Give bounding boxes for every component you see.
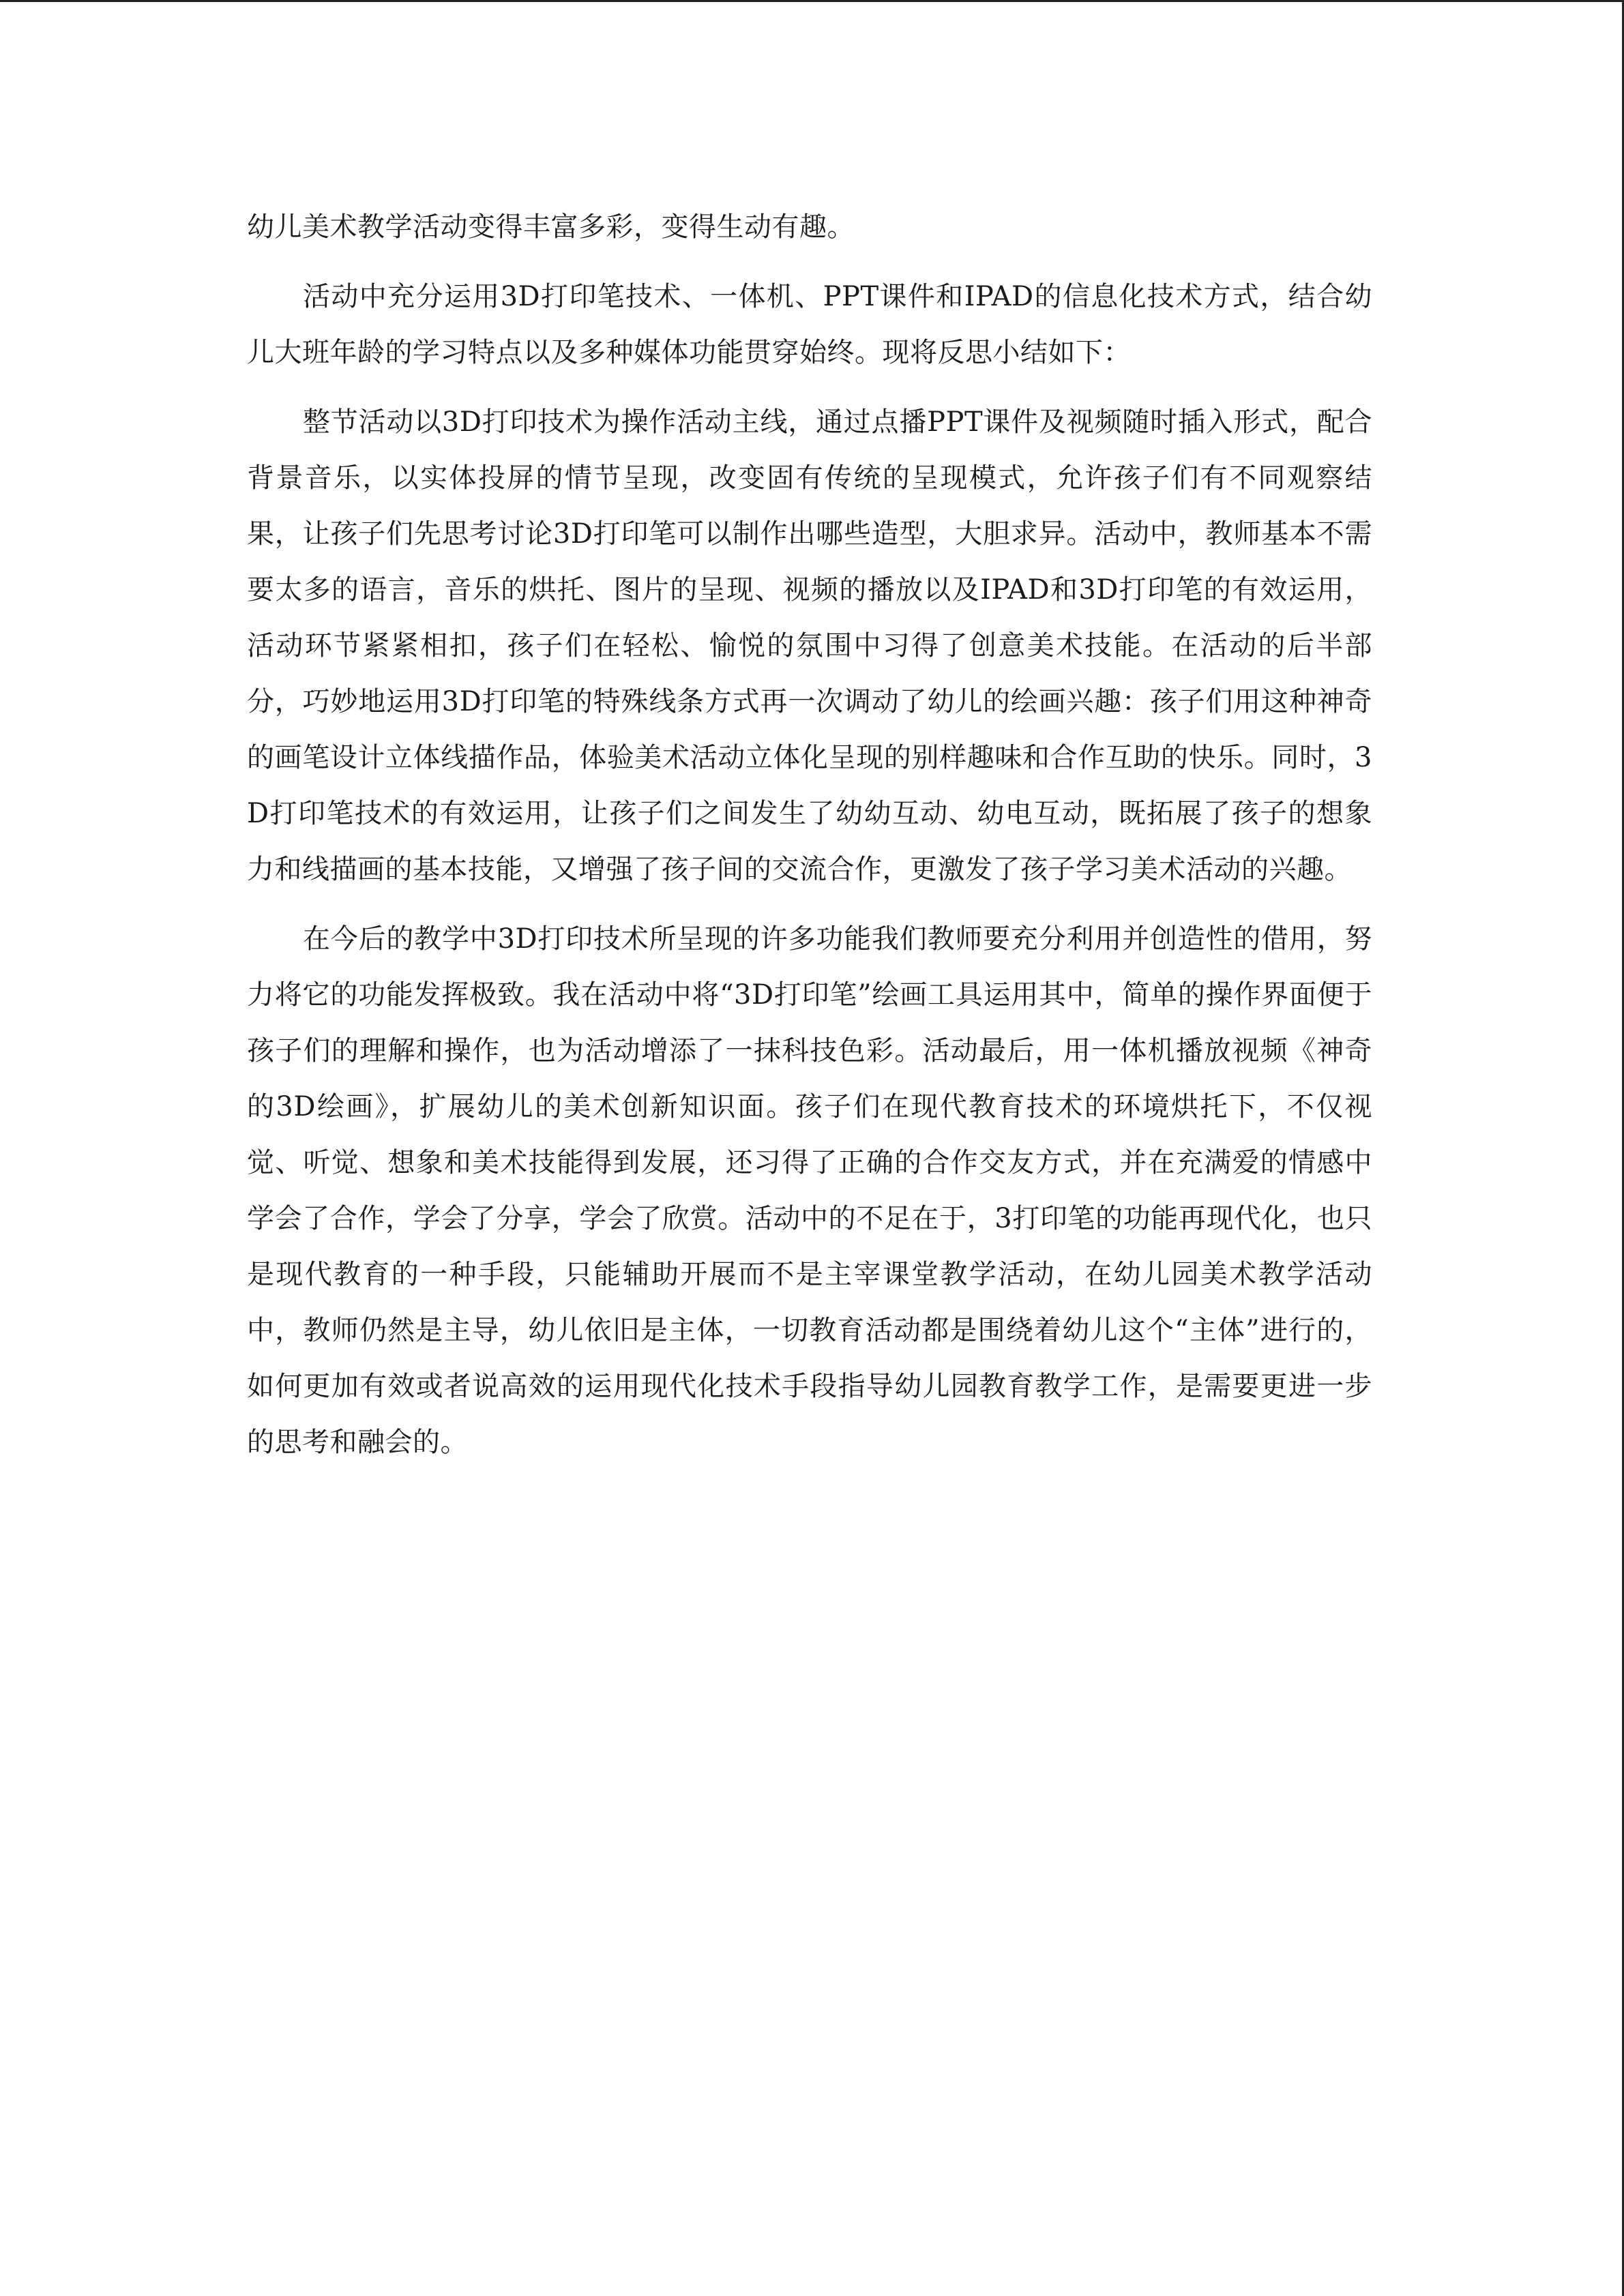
paragraph-tech-overview: 活动中充分运用3D打印笔技术、一体机、PPT课件和IPAD的信息化技术方式，结合幼儿大班年龄的学习特点以及多种媒体功能贯穿始终。现将反思小结如下： [247,281,1372,368]
document-body [247,199,1372,1470]
paragraph-activity-reflection: 整节活动以3D打印技术为操作活动主线，通过点播PPT课件及视频随时插入形式，配合背景音乐，以实体投屏的情节呈现，改变固有传统的呈现模式，允许孩子们有不同观察结果，让孩子们先思考讨论3D打印笔可以制作出哪些造型，大胆求异。活动中，教师基本不需要太多的语言，音乐的烘托、图片的呈现、视频的播放以及IPAD和3D打印笔的有效运用，活动环节紧紧相扣，孩子们在轻松、愉悦的氛围中习得了创意美术技能。在活动的后半部分，巧妙地运用3D打印笔的特殊线条方式再一次调动了幼儿的绘画兴趣：孩子们用这种神奇的画笔设计立体线描作品，体验美术活动立体化呈现的别样趣味和合作互助的快乐。同时，3D打印笔技术的有效运用，让孩子们之间发生了幼幼互动、幼电互动，既拓展了孩子的想象力和线描画的基本技能，又增强了孩子间的交流合作，更激发了孩子学习美术活动的兴趣。 [247,406,1372,885]
paragraph-continuation: 幼儿美术教学活动变得丰富多彩，变得生动有趣。 [247,211,855,243]
paragraph-future-teaching: 在今后的教学中3D打印技术所呈现的许多功能我们教师要充分利用并创造性的借用，努力将它的功能发挥极致。我在活动中将“3D打印笔”绘画工具运用其中，简单的操作界面便于孩子们的理解和操作，也为活动增添了一抹科技色彩。活动最后，用一体机播放视频《神奇的3D绘画》，扩展幼儿的美术创新知识面。孩子们在现代教育技术的环境烘托下，不仅视觉、听觉、想象和美术技能得到发展，还习得了正确的合作交友方式，并在充满爱的情感中学会了合作，学会了分享，学会了欣赏。活动中的不足在于，3打印笔的功能再现代化，也只是现代教育的一种手段，只能辅助开展而不是主宰课堂教学活动，在幼儿园美术教学活动中，教师仍然是主导，幼儿依旧是主体，一切教育活动都是围绕着幼儿这个“主体”进行的，如何更加有效或者说高效的运用现代化技术手段指导幼儿园教育教学工作，是需要更进一步的思考和融会的。 [247,923,1372,1458]
page-top-border [0,0,1624,2]
